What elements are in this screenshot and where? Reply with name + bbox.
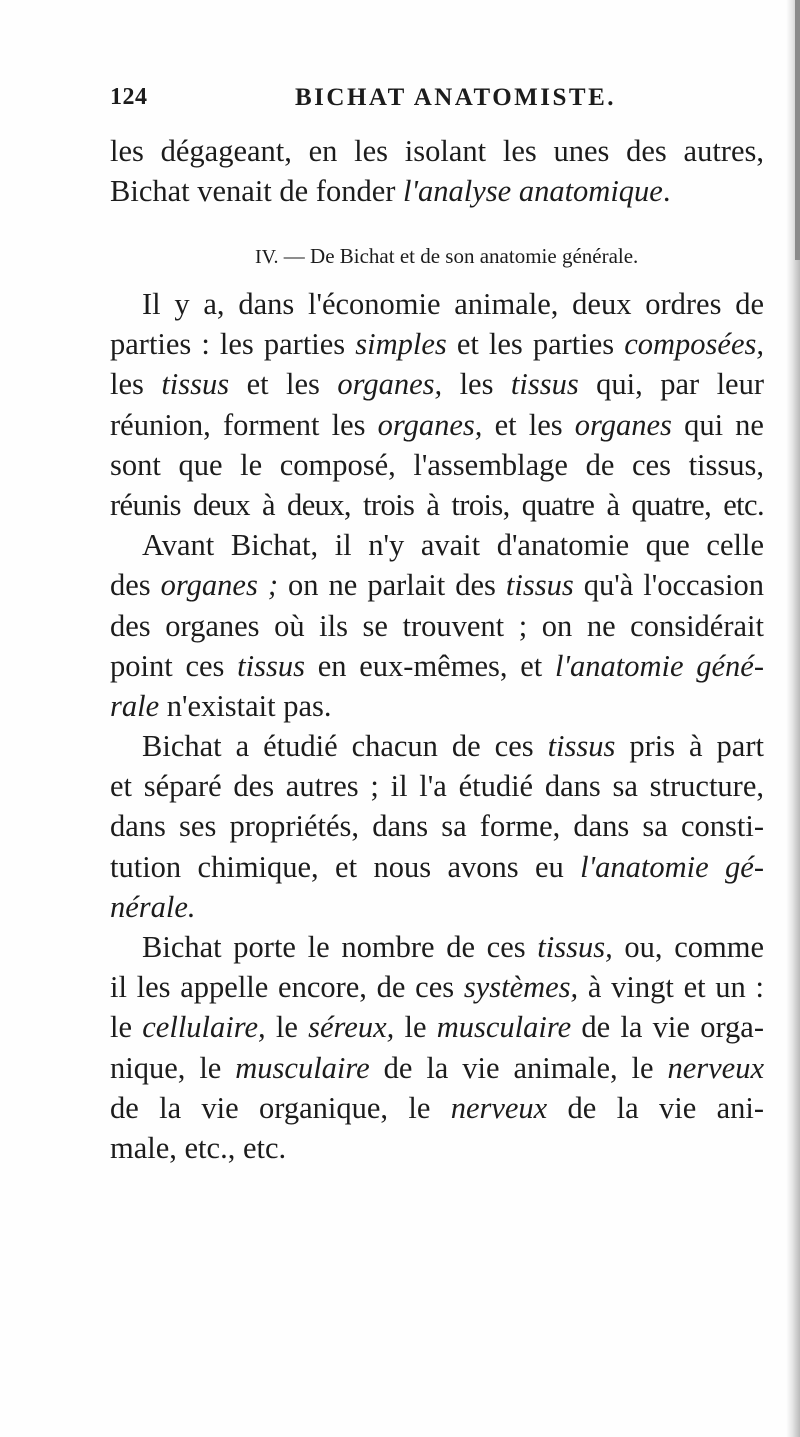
section-dash: —	[278, 244, 311, 268]
text-line	[110, 565, 764, 605]
text-run: et séparé des autres ; il l'a étudié dans sa structure,	[110, 769, 764, 804]
italic-run: organes ;	[160, 568, 278, 603]
text-run: de la vie animale, le	[369, 1050, 668, 1085]
text-run: de la vie orga-	[571, 1010, 764, 1045]
section-number: IV.	[255, 246, 279, 268]
italic-run: tissus	[161, 367, 230, 402]
text-run: et les	[229, 367, 338, 402]
text-run: parties : les parties	[110, 327, 356, 362]
italic-run: organes,	[377, 407, 483, 442]
italic-run: tissus	[505, 568, 574, 603]
italic-run: organes	[574, 407, 672, 442]
italic-run: nerveux	[667, 1050, 764, 1085]
italic-run: cellulaire,	[142, 1010, 266, 1045]
italic-run: tissus	[237, 648, 305, 683]
text-run: de la vie organique, le	[110, 1090, 451, 1125]
text-run: n'existait pas.	[159, 688, 332, 723]
text-run: le	[110, 1010, 143, 1045]
text-run: ou, comme	[612, 930, 764, 964]
text-line	[110, 726, 764, 766]
text-line	[110, 1088, 764, 1128]
text-run: Bichat venait de fonder	[110, 174, 404, 209]
intro-paragraph	[110, 131, 764, 211]
text-line	[110, 364, 764, 404]
text-run: qu'à l'occasion	[573, 568, 764, 603]
section-title: De Bichat et de son anatomie générale.	[310, 244, 639, 268]
text-line	[110, 686, 764, 726]
text-run: de la vie ani-	[547, 1090, 764, 1125]
text-run: Avant Bichat, il n'y avait d'anatomie que celle	[142, 528, 764, 563]
running-head: BICHAT ANATOMISTE.	[295, 84, 617, 111]
text-run: et les	[482, 407, 575, 442]
text-run: Bichat a étudié chacun de ces	[142, 729, 548, 764]
text-run: nique, le	[110, 1050, 236, 1085]
text-line	[110, 766, 764, 806]
italic-run: l'analyse anatomique	[403, 174, 663, 209]
page-edge-dark	[795, 0, 800, 260]
text-line	[110, 847, 764, 887]
text-run: des	[110, 568, 161, 603]
text-line	[110, 405, 764, 445]
italic-run: tissus	[547, 729, 616, 764]
text-line	[110, 887, 764, 927]
text-run: .	[662, 174, 671, 209]
text-line	[110, 284, 764, 324]
text-run: les dégageant, en les isolant les unes des autres,	[110, 134, 764, 168]
italic-run: simples	[355, 327, 447, 362]
text-line	[110, 525, 764, 565]
text-run: des organes où ils se trouvent ; on ne considérait	[110, 608, 764, 643]
text-run: male, etc., etc.	[110, 1130, 287, 1165]
text-run: sont que le composé, l'assemblage de ces tissus,	[110, 447, 764, 482]
section-heading	[255, 244, 638, 269]
text-line	[110, 1128, 764, 1168]
text-run: on ne parlait des	[278, 568, 506, 603]
italic-run: nérale.	[110, 889, 196, 924]
italic-run: tissus	[510, 367, 579, 402]
text-run: le	[394, 1010, 437, 1045]
italic-run: organes,	[337, 367, 443, 402]
text-run: et les parties	[446, 327, 625, 362]
italic-run: séreux,	[308, 1010, 395, 1045]
text-run: tution chimique, et nous avons eu	[110, 849, 581, 884]
text-run: point ces	[110, 648, 238, 683]
text-run: Bichat porte le nombre de ces	[142, 930, 538, 964]
text-run: le	[265, 1010, 309, 1045]
section-body	[110, 284, 764, 1168]
text-run: qui ne	[671, 407, 764, 442]
italic-run: musculaire	[235, 1050, 370, 1085]
text-line	[110, 445, 764, 485]
italic-run: musculaire	[436, 1010, 572, 1045]
text-line	[110, 967, 764, 1007]
text-run: qui, par leur	[578, 367, 764, 402]
text-run: pris à part	[615, 729, 764, 764]
text-run: à vingt et un :	[578, 970, 764, 1005]
italic-run: rale	[110, 688, 160, 723]
text-line	[110, 1007, 764, 1047]
text-run: en eux-mêmes, et	[304, 648, 555, 683]
text-run: les	[442, 367, 511, 402]
italic-run: systèmes,	[463, 970, 579, 1005]
text-run: réunion, forment les	[110, 407, 378, 442]
italic-run: tissus,	[537, 930, 613, 964]
text-line	[110, 806, 764, 846]
text-run: les	[110, 367, 162, 402]
text-run: dans ses propriétés, dans sa forme, dans sa consti-	[110, 809, 764, 844]
text-run: il les appelle encore, de ces	[110, 970, 464, 1005]
italic-run: l'anatomie géné-	[555, 648, 764, 683]
text-line	[110, 171, 764, 211]
text-line	[110, 927, 764, 967]
text-run: Il y a, dans l'économie animale, deux ordres de	[142, 287, 764, 321]
text-line	[110, 324, 764, 364]
text-line	[110, 131, 764, 171]
italic-run: composées,	[624, 327, 764, 362]
italic-run: nerveux	[450, 1090, 548, 1125]
text-run: réunis deux à deux, trois à trois, quatre à quatre, etc.	[110, 487, 764, 522]
text-line	[110, 1048, 764, 1088]
page-header	[110, 84, 750, 120]
text-line	[110, 646, 764, 686]
page-number: 124	[110, 84, 148, 110]
text-line	[110, 485, 764, 525]
italic-run: l'anatomie gé-	[580, 849, 765, 884]
text-line	[110, 606, 764, 646]
